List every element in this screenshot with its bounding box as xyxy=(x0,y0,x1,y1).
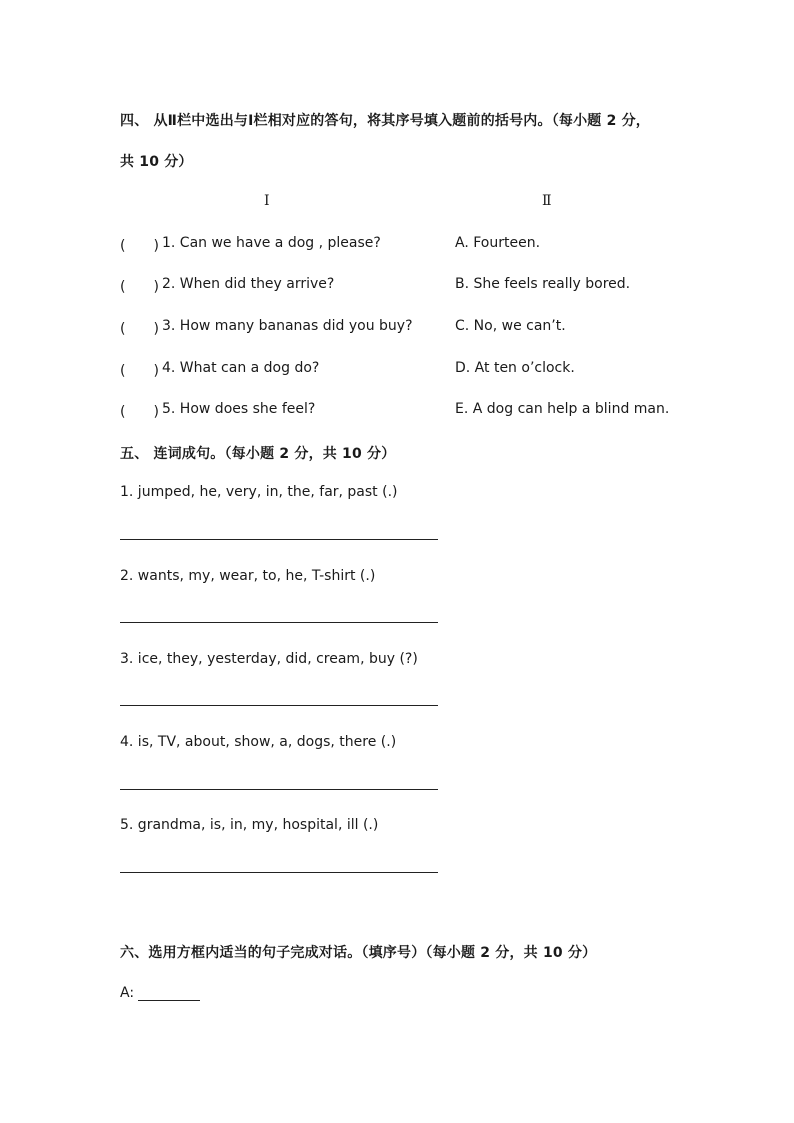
question-bracket[interactable]: ( ) xyxy=(120,321,159,337)
question-text: 1. Can we have a dog , please? xyxy=(162,235,381,251)
reorder-item: 5. grandma, is, in, my, hospital, ill (.) xyxy=(120,817,379,833)
answer-line[interactable] xyxy=(120,622,438,623)
dialog-line xyxy=(120,985,200,1001)
section6-title: 六、选用方框内适当的句子完成对话。（填序号）（每小题 2 分，共 10 分） xyxy=(120,945,597,961)
answer-option: D. At ten o’clock. xyxy=(455,360,575,376)
reorder-item: 1. jumped, he, very, in, the, far, past (.) xyxy=(120,484,398,500)
dialog-blank[interactable] xyxy=(138,986,200,1001)
question-text: 5. How does she feel? xyxy=(162,401,316,417)
answer-option: B. She feels really bored. xyxy=(455,276,631,292)
question-text: 2. When did they arrive? xyxy=(162,276,335,292)
reorder-item: 2. wants, my, wear, to, he, T-shirt (.) xyxy=(120,568,376,584)
question-bracket[interactable]: ( ) xyxy=(120,238,159,254)
question-bracket[interactable]: ( ) xyxy=(120,404,159,420)
answer-option: E. A dog can help a blind man. xyxy=(455,401,670,417)
dialog-speaker-label: A: xyxy=(120,985,135,1001)
answer-line[interactable] xyxy=(120,539,438,540)
section4-title-line2: 共 10 分） xyxy=(120,154,193,170)
answer-option: A. Fourteen. xyxy=(455,235,541,251)
column-header-ii: Ⅱ xyxy=(542,193,552,209)
answer-option: C. No, we can’t. xyxy=(455,318,566,334)
section4-title-line1: 四、 从Ⅱ栏中选出与Ⅰ栏相对应的答句，将其序号填入题前的括号内。（每小题 2 分， xyxy=(120,113,650,129)
reorder-item: 3. ice, they, yesterday, did, cream, buy (?) xyxy=(120,651,418,667)
question-text: 3. How many bananas did you buy? xyxy=(162,318,413,334)
question-bracket[interactable]: ( ) xyxy=(120,279,159,295)
answer-line[interactable] xyxy=(120,789,438,790)
section5-title: 五、 连词成句。（每小题 2 分，共 10 分） xyxy=(120,446,396,462)
answer-line[interactable] xyxy=(120,872,438,873)
column-header-i: Ⅰ xyxy=(264,193,270,209)
answer-line[interactable] xyxy=(120,705,438,706)
question-text: 4. What can a dog do? xyxy=(162,360,320,376)
question-bracket[interactable]: ( ) xyxy=(120,363,159,379)
reorder-item: 4. is, TV, about, show, a, dogs, there (.) xyxy=(120,734,397,750)
